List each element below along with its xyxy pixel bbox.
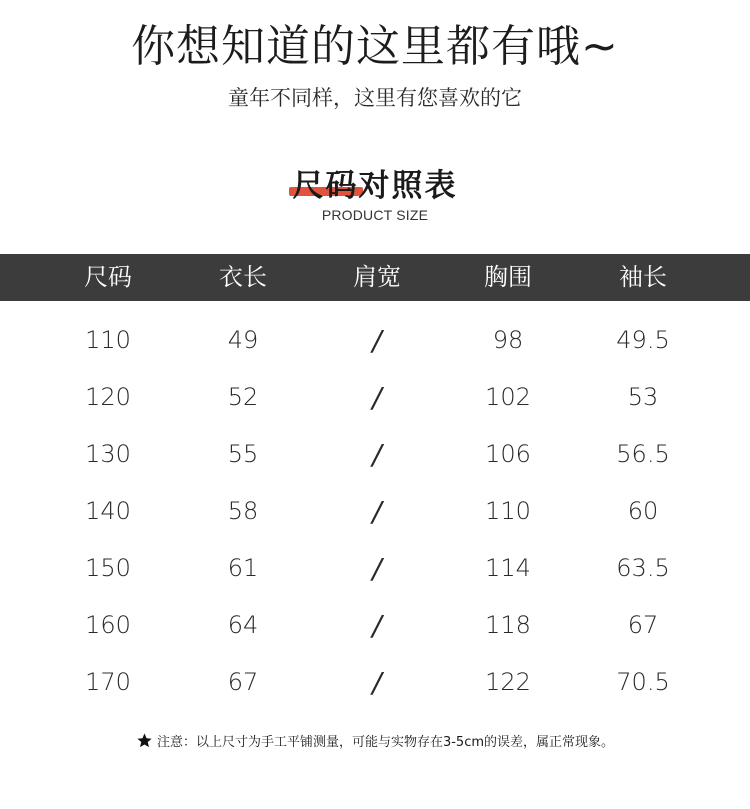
cell-length: 49: [227, 326, 259, 354]
table-row: [0, 654, 750, 711]
cell-shoulder: /: [372, 609, 382, 642]
cell-length: 64: [227, 611, 259, 639]
cell-sleeve: 49.5: [616, 326, 670, 354]
measurement-note: [0, 731, 750, 750]
note-text: 注意：以上尺寸为手工平铺测量，可能与实物存在3-5cm的误差，属正常现象。: [156, 735, 615, 750]
cell-length: 67: [227, 668, 259, 696]
cell-size: 120: [85, 383, 131, 411]
table-row: [0, 369, 750, 426]
section-title-block: [0, 160, 750, 205]
cell-chest: 98: [492, 326, 524, 354]
cell-size: 170: [85, 668, 131, 696]
cell-chest: 102: [485, 383, 531, 411]
table-row: [0, 312, 750, 369]
cell-length: 52: [227, 383, 259, 411]
column-header-sleeve: 袖长: [619, 263, 667, 291]
cell-size: 140: [85, 497, 131, 525]
cell-chest: 110: [485, 497, 531, 525]
column-header-length: 衣长: [219, 263, 267, 291]
cell-sleeve: 53: [627, 383, 659, 411]
size-table-header: [0, 254, 750, 301]
cell-size: 160: [85, 611, 131, 639]
cell-size: 150: [85, 554, 131, 582]
cell-size: 130: [85, 440, 131, 468]
cell-shoulder: /: [372, 324, 382, 357]
table-row: [0, 483, 750, 540]
cell-chest: 106: [485, 440, 531, 468]
section-title: 尺码对照表: [292, 168, 458, 204]
cell-sleeve: 67: [627, 611, 659, 639]
cell-chest: 118: [485, 611, 531, 639]
table-row: [0, 597, 750, 654]
column-header-chest: 胸围: [484, 263, 532, 291]
cell-shoulder: /: [372, 438, 382, 471]
star-icon: [136, 732, 153, 749]
page-headline: 你想知道的这里都有哦~: [131, 21, 619, 72]
section-title-en: PRODUCT SIZE: [321, 207, 429, 223]
column-header-shoulder: 肩宽: [353, 263, 401, 291]
cell-length: 55: [227, 440, 259, 468]
table-row: [0, 540, 750, 597]
table-row: [0, 426, 750, 483]
cell-length: 58: [227, 497, 259, 525]
cell-sleeve: 56.5: [616, 440, 670, 468]
cell-shoulder: /: [372, 552, 382, 585]
page-subline: 童年不同样，这里有您喜欢的它: [228, 86, 522, 110]
cell-shoulder: /: [372, 495, 382, 528]
cell-sleeve: 70.5: [616, 668, 670, 696]
column-header-size: 尺码: [84, 263, 132, 291]
cell-size: 110: [85, 326, 131, 354]
cell-sleeve: 60: [627, 497, 659, 525]
cell-shoulder: /: [372, 666, 382, 699]
cell-chest: 122: [485, 668, 531, 696]
cell-sleeve: 63.5: [616, 554, 670, 582]
cell-length: 61: [227, 554, 259, 582]
cell-shoulder: /: [372, 381, 382, 414]
cell-chest: 114: [485, 554, 531, 582]
